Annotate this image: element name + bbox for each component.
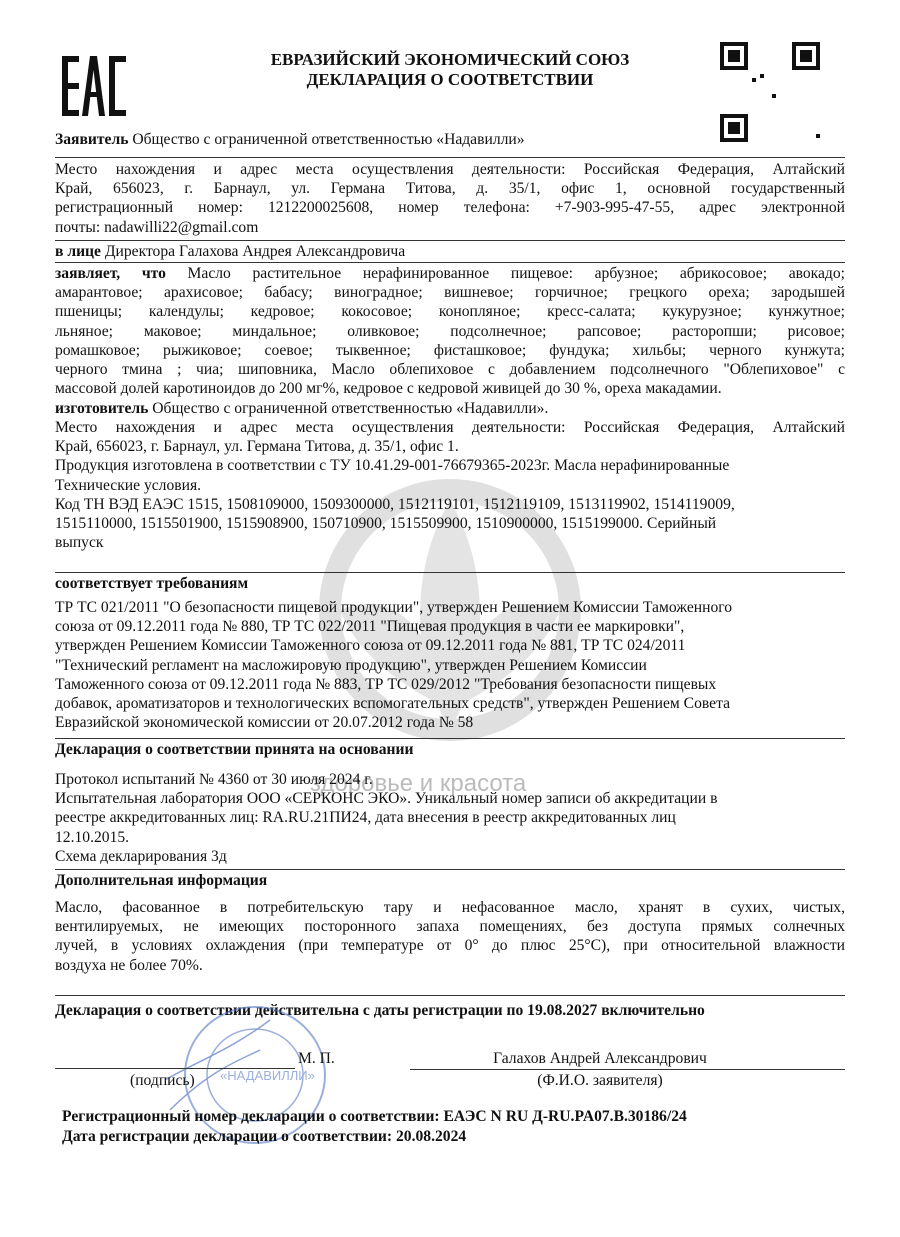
union-title: ЕВРАЗИЙСКИЙ ЭКОНОМИЧЕСКИЙ СОЮЗ bbox=[270, 50, 630, 69]
divider bbox=[55, 738, 845, 739]
divider bbox=[55, 157, 845, 158]
validity-statement: Декларация о соответствии действительна с даты регистрации по 19.08.2027 включительно bbox=[55, 1002, 705, 1019]
additional-info-heading: Дополнительная информация bbox=[55, 872, 268, 889]
name-line bbox=[410, 1069, 845, 1070]
text-line: Край, 656023, г. Барнаул, ул. Германа Титова, д. 35/1, офис 1, основной государственный bbox=[55, 180, 845, 198]
text-line: утвержден Решением Комиссии Таможенного союза от 09.12.2011 года № 881, ТР ТС 024/2011 bbox=[55, 637, 686, 655]
text-line: союза от 09.12.2011 года № 880, ТР ТС 022/2011 "Пищевая продукция в части ее маркировки", bbox=[55, 618, 685, 636]
svg-text:«НАДАВИЛЛИ»: «НАДАВИЛЛИ» bbox=[220, 1068, 315, 1083]
declaration-title: ДЕКЛАРАЦИЯ О СООТВЕТСТВИИ bbox=[306, 70, 594, 89]
text-line: лучей, в условиях охлаждения (при температуре от 0° до плюс 25°C), при относительной влажности bbox=[55, 937, 845, 955]
divider bbox=[55, 572, 845, 573]
declared-products bbox=[55, 264, 845, 398]
text-line: 1515110000, 1515501900, 1515908900, 150710900, 1515509900, 1510900000, 1515199000. Серийный bbox=[55, 515, 717, 533]
text-line: Технические условия. bbox=[55, 476, 202, 494]
text-line: Место нахождения и адрес места осуществления деятельности: Российская Федерация, Алтайский bbox=[55, 419, 845, 436]
applicant-label: Заявитель bbox=[55, 131, 129, 148]
text-line: Место нахождения и адрес места осуществления деятельности: Российская Федерация, Алтайский bbox=[55, 161, 845, 178]
text-line: реестре аккредитованных лиц: RA.RU.21ПИ24, дата внесения в реестр аккредитованных лиц bbox=[55, 809, 676, 827]
text-line: выпуск bbox=[55, 534, 104, 552]
basis-heading: Декларация о соответствии принята на основании bbox=[55, 741, 414, 758]
divider bbox=[55, 869, 845, 870]
section-label: заявляет, что bbox=[55, 265, 166, 282]
seal-label: М. П. bbox=[298, 1050, 335, 1067]
manufacturer bbox=[55, 399, 845, 418]
signature-caption: (подпись) bbox=[130, 1072, 195, 1089]
divider bbox=[55, 995, 845, 996]
watermark-subtitle: здоровье и красота bbox=[310, 770, 527, 797]
text-line: Схема декларирования 3д bbox=[55, 847, 227, 865]
signature-line bbox=[55, 1068, 295, 1069]
text-line: ромашковое; рыжиковое; соевое; тыквенное; фисташковое; фундука; хильбы; черного кунжута; bbox=[55, 341, 845, 359]
name-caption: (Ф.И.О. заявителя) bbox=[537, 1072, 663, 1089]
basis-text bbox=[55, 770, 845, 866]
registration-number: Регистрационный номер декларации о соответствии: ЕАЭС N RU Д-RU.PA07.B.30186/24 bbox=[62, 1108, 687, 1125]
qr-code-icon bbox=[720, 42, 820, 142]
text-line: Евразийской экономической комиссии от 20.07.2012 года № 58 bbox=[55, 714, 474, 732]
applicant-value: Общество с ограниченной ответственностью «Надавилли» bbox=[128, 131, 525, 148]
text-line: воздуха не более 70%. bbox=[55, 956, 203, 974]
applicant-name: Галахов Андрей Александрович bbox=[493, 1050, 707, 1067]
text-line: почты: nadawilli22@gmail.com bbox=[55, 218, 259, 236]
divider bbox=[55, 240, 845, 241]
text-line: ТР ТС 021/2011 "О безопасности пищевой продукции", утвержден Решением Комиссии Таможенного bbox=[55, 599, 733, 616]
manufacturer-details bbox=[55, 418, 845, 552]
text-line: добавок, ароматизаторов и технологических вспомогательных средств", утвержден Решением Совета bbox=[55, 695, 730, 713]
representative bbox=[55, 242, 845, 261]
divider bbox=[55, 262, 845, 263]
text-line: льняное; маковое; миндальное; оливковое; подсолнечное; рапсовое; расторопши; рисовое; bbox=[55, 322, 845, 340]
manufacturer-value: Общество с ограниченной ответственностью «Надавилли». bbox=[148, 400, 549, 417]
text-line: 12.10.2015. bbox=[55, 828, 130, 846]
text-line: регистрационный номер: 1212200025608, номер телефона: +7-903-995-47-55, адрес электронной bbox=[55, 199, 845, 217]
requirements-text bbox=[55, 598, 845, 732]
text-line: "Технический регламент на масложировую продукцию", утвержден Решением Комиссии bbox=[55, 656, 647, 674]
text-line: Масло, фасованное в потребительскую тару и нефасованное масло, хранят в сухих, чистых, bbox=[55, 899, 845, 916]
text-line: Код ТН ВЭД ЕАЭС 1515, 1508109000, 1509300000, 1512119101, 1512119109, 1513119902, 1514119009, bbox=[55, 495, 735, 513]
requirements-heading: соответствует требованиям bbox=[55, 575, 249, 592]
text-line: Протокол испытаний № 4360 от 30 июля 2024 г. bbox=[55, 771, 373, 788]
text-line: Край, 656023, г. Барнаул, ул. Германа Титова, д. 35/1, офис 1. bbox=[55, 438, 459, 456]
applicant-address bbox=[55, 160, 845, 237]
applicant bbox=[55, 130, 845, 149]
text-line: пшеницы; календулы; кедровое; кокосовое; конопляное; кресс-салата; кукурузное; кунжутное; bbox=[55, 303, 845, 321]
representative-value: Директора Галахова Андрея Александровича bbox=[100, 243, 406, 260]
additional-info-text bbox=[55, 898, 845, 975]
text-line: Таможенного союза от 09.12.2011 года № 883, ТР ТС 029/2012 "Требования безопасности пищевых bbox=[55, 675, 717, 693]
manufacturer-label: изготовитель bbox=[55, 400, 149, 417]
registration-date: Дата регистрации декларации о соответствии: 20.08.2024 bbox=[62, 1128, 467, 1145]
text-line: Продукция изготовлена в соответствии с ТУ 10.41.29-001-76679365-2023г. Масла нерафинированные bbox=[55, 457, 730, 475]
text-line: вентилируемых, не имеющих посторонного запаха помещениях, без доступа прямых солнечных bbox=[55, 918, 845, 936]
text-line: черного тмина ; чиа; шиповника, Масло облепиховое с добавлением подсолнечного "Облепиховое" с bbox=[55, 361, 845, 379]
representative-label: в лице bbox=[55, 243, 101, 260]
eac-logo-icon bbox=[62, 52, 126, 120]
text-line: массовой долей каротиноидов до 200 мг%, кедровое с кедровой живицей до 30 %, ореха макадамии. bbox=[55, 380, 722, 398]
text-line: Испытательная лаборатория ООО «СЕРКОНС ЭКО». Уникальный номер записи об аккредитации в bbox=[55, 790, 718, 808]
text-line: амарантовое; арахисовое; бабасу; виноградное; вишневое; горчичное; грецкого ореха; зародышей bbox=[55, 284, 845, 302]
text-line: заявляет, что Масло растительное нерафинированное пищевое: арбузное; абрикосовое; авокадо; bbox=[55, 265, 845, 282]
